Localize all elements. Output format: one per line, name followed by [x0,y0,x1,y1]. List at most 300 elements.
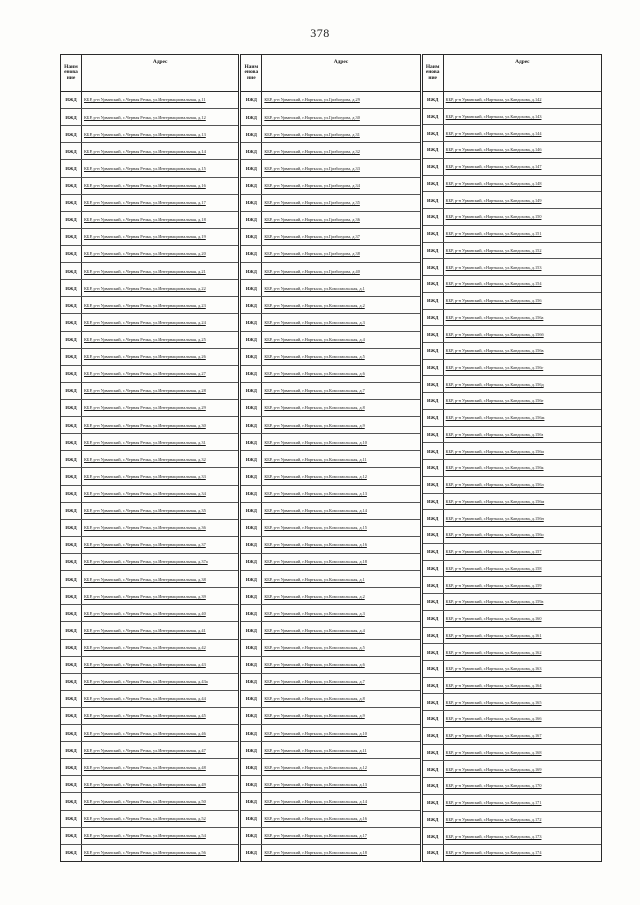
object-address: КБР, р-н Урванский, с.Черная Речка, ул.Интернациональная, д.23 [84,302,206,308]
object-address: КБР, р-н Урванский, с.Черная Речка, ул.Интернациональная, д.28 [84,388,206,394]
object-address-cell [82,640,238,656]
object-type: ИЖД [423,694,444,710]
table-row [241,229,419,246]
object-address-cell [262,640,419,656]
table-row [241,503,419,520]
object-address-cell [444,226,601,242]
table-row [423,728,601,745]
object-address-cell [82,486,238,502]
table-row [61,537,238,554]
object-address: КБР, р-н Урванский, г.Нарткала, ул.Кандохова, д.144 [445,130,542,136]
object-type: ИЖД [61,657,82,673]
object-address-cell [262,297,419,313]
object-type: ИЖД [423,393,444,409]
object-address: КБР, р-н Урванский, с.Черная Речка, ул.Интернациональная, д.26 [84,354,206,360]
object-address-cell [262,332,419,348]
table-row [61,554,238,571]
table-row [241,725,419,742]
object-address: КБР, р-н Урванский, с.Черная Речка, ул.Интернациональная, д.31 [84,439,206,445]
table-row [423,376,601,393]
object-address-cell [82,314,238,330]
object-type: ИЖД [241,366,262,382]
object-address: КБР, р-н Урванский, г.Нарткала, ул.Грибоедова, д.40 [264,268,360,274]
object-type: ИЖД [241,160,262,176]
header-type: Наим енова ние [61,55,82,91]
object-address-cell [444,628,601,644]
object-address: КБР, р-н Урванский, г.Нарткала, ул.Кандохова, д.173 [445,833,542,839]
table-row [423,678,601,695]
object-address: КБР, р-н Урванский, с.Черная Речка, ул.Интернациональная, д.33 [84,473,206,479]
object-type: ИЖД [61,605,82,621]
object-address-cell [262,776,419,792]
object-address-cell [262,280,419,296]
object-address: КБР, р-н Урванский, с.Черная Речка, ул.Интернациональная, д.46 [84,730,206,736]
object-type: ИЖД [241,759,262,775]
object-address-cell [262,349,419,365]
object-type: ИЖД [241,486,262,502]
object-address-cell [262,383,419,399]
object-address-cell [444,527,601,543]
object-type: ИЖД [61,622,82,638]
object-address-cell [262,691,419,707]
object-address-cell [444,828,601,844]
object-type: ИЖД [61,742,82,758]
object-address: КБР, р-н Урванский, г.Нарткала, ул.Кандохова, д.156о [445,532,544,538]
table-row [61,92,238,109]
object-address: КБР, р-н Урванский, г.Нарткала, ул.Кандохова, д.156е [445,398,544,404]
object-address: КБР, р-н Урванский, г.Нарткала, ул.Кандохова, д.143 [445,114,542,119]
table-row [423,510,601,527]
object-address: КБР, р-н Урванский, г.Нарткала, ул.Комсомольская, д.4 [264,336,365,342]
object-address: КБР, р-н Урванский, с.Черная Речка, ул.Интернациональная, д.36 [84,525,206,531]
object-address-cell [444,561,601,577]
object-type: ИЖД [423,159,444,175]
object-type: ИЖД [423,276,444,292]
object-address-cell [262,605,419,621]
object-type: ИЖД [241,520,262,536]
table-row [423,711,601,728]
object-address: КБР, р-н Урванский, с.Черная Речка, ул.Интернациональная, д.27 [84,371,206,377]
object-type: ИЖД [61,246,82,262]
object-address-cell [82,400,238,416]
table-row [423,795,601,812]
table-row [241,143,419,160]
table-row [241,195,419,212]
object-address-cell [82,297,238,313]
object-address: КБР, р-н Урванский, г.Нарткала, ул.Кандохова, д.156ж [445,415,545,421]
object-type: ИЖД [423,510,444,526]
table-row [423,109,601,126]
object-type: ИЖД [241,92,262,108]
object-address-cell [262,554,419,570]
object-address: КБР, р-н Урванский, г.Нарткала, ул.Комсомольская, д.3 [264,610,365,616]
object-address-cell [82,212,238,228]
object-type: ИЖД [61,212,82,228]
object-type: ИЖД [423,92,444,108]
object-address-cell [262,759,419,775]
object-address: КБР, р-н Урванский, с.Черная Речка, ул.Интернациональная, д.42 [84,644,206,650]
table-row [241,246,419,263]
table-row [423,694,601,711]
table-row [61,160,238,177]
object-type: ИЖД [241,332,262,348]
object-type: ИЖД [241,280,262,296]
object-address: КБР, р-н Урванский, г.Нарткала, ул.Комсомольская, д.9 [264,713,365,719]
object-address-cell [262,486,419,502]
object-address: КБР, р-н Урванский, с.Черная Речка, ул.Интернациональная, д.40 [84,610,206,616]
object-type: ИЖД [423,460,444,476]
table-row [61,126,238,143]
page-number: 378 [310,26,330,40]
object-address: КБР, р-н Урванский, с.Черная Речка, ул.Интернациональная, д.30 [84,422,206,428]
object-type: ИЖД [241,640,262,656]
table-row [423,644,601,661]
object-address-cell [262,520,419,536]
table-row [423,745,601,762]
object-address-cell [262,400,419,416]
table-row [61,674,238,691]
object-address: КБР, р-н Урванский, с.Черная Речка, ул.Интернациональная, д.11 [84,97,206,103]
object-address: КБР, р-н Урванский, г.Нарткала, ул.Кандохова, д.156в [445,348,544,354]
table-row [423,661,601,678]
object-address-cell [262,178,419,194]
object-address-cell [444,259,601,275]
object-type: ИЖД [61,366,82,382]
table-row [61,451,238,468]
table-row [61,605,238,622]
object-address-cell [444,176,601,192]
table-row [241,554,419,571]
object-address: КБР, р-н Урванский, с.Черная Речка, ул.Интернациональная, д.41 [84,627,206,633]
object-address-cell [82,263,238,279]
object-address-cell [262,742,419,758]
object-address-cell [82,674,238,690]
object-type: ИЖД [241,434,262,450]
table-row [423,410,601,427]
object-type: ИЖД [241,468,262,484]
table-row [61,691,238,708]
object-address: КБР, р-н Урванский, с.Черная Речка, ул.Интернациональная, д.16 [84,183,206,188]
object-address-cell [262,622,419,638]
object-type: ИЖД [241,503,262,519]
table-row [61,571,238,588]
object-type: ИЖД [61,178,82,194]
object-type: ИЖД [61,297,82,313]
object-address-cell [82,383,238,399]
object-address-cell [82,554,238,570]
object-address-cell [82,759,238,775]
object-type: ИЖД [61,776,82,792]
object-type: ИЖД [61,725,82,741]
object-address: КБР, р-н Урванский, г.Нарткала, ул.Кандохова, д.156д [445,381,544,387]
object-address-cell [444,326,601,342]
object-address: КБР, р-н Урванский, с.Черная Речка, ул.Интернациональная, д.25 [84,336,206,342]
object-address: КБР, р-н Урванский, с.Черная Речка, ул.Интернациональная, д.49 [84,781,206,787]
table-row [241,537,419,554]
object-address-cell [82,811,238,827]
object-address: КБР, р-н Урванский, г.Нарткала, ул.Кандохова, д.171 [445,800,542,806]
object-address-cell [262,845,419,861]
object-address: КБР, р-н Урванский, г.Нарткала, ул.Кандохова, д.174 [445,850,542,856]
object-address-cell [262,657,419,673]
object-address-cell [82,828,238,844]
table-row [241,434,419,451]
object-address-cell [444,577,601,593]
object-type: ИЖД [423,176,444,192]
object-type: ИЖД [241,143,262,159]
object-type: ИЖД [241,742,262,758]
object-address: КБР, р-н Урванский, г.Нарткала, ул.Комсомольская, д.2 [264,302,365,308]
object-address-cell [444,360,601,376]
object-address: КБР, р-н Урванский, с.Черная Речка, ул.Интернациональная, д.43а [84,679,208,685]
object-address: КБР, р-н Урванский, г.Нарткала, ул.Кандохова, д.156н [445,515,544,521]
object-type: ИЖД [423,477,444,493]
object-address: КБР, р-н Урванский, г.Нарткала, ул.Комсомольская, д.14 [264,798,367,804]
object-address: КБР, р-н Урванский, г.Нарткала, ул.Грибоедова, д.36 [264,217,360,223]
object-type: ИЖД [61,793,82,809]
object-address-cell [262,417,419,433]
object-type: ИЖД [423,427,444,443]
object-address-cell [262,160,419,176]
object-address: КБР, р-н Урванский, г.Нарткала, ул.Кандохова, д.156л [445,482,544,488]
object-type: ИЖД [423,343,444,359]
object-address-cell [82,845,238,861]
object-address-cell [262,195,419,211]
object-type: ИЖД [423,326,444,342]
table-row [61,776,238,793]
table-row [241,109,419,126]
object-address: КБР, р-н Урванский, с.Черная Речка, ул.Интернациональная, д.22 [84,285,206,291]
object-address: КБР, р-н Урванский, г.Нарткала, ул.Кандохова, д.146 [445,147,542,153]
object-address: КБР, р-н Урванский, г.Нарткала, ул.Комсомольская, д.6 [264,371,365,377]
object-address: КБР, р-н Урванский, с.Черная Речка, ул.Интернациональная, д.35 [84,508,206,514]
table-row [241,640,419,657]
object-address: КБР, р-н Урванский, г.Нарткала, ул.Комсомольская, д.16 [264,542,367,548]
object-type: ИЖД [423,293,444,309]
table-header [423,55,601,92]
object-address: КБР, р-н Урванский, г.Нарткала, ул.Комсомольская, д.10 [264,439,367,445]
object-address-cell [82,588,238,604]
table-row [241,759,419,776]
object-type: ИЖД [423,594,444,610]
object-type: ИЖД [241,349,262,365]
table-row [61,400,238,417]
object-address-cell [444,845,601,861]
object-address: КБР, р-н Урванский, с.Черная Речка, ул.Интернациональная, д.13 [84,131,206,137]
address-table [60,54,602,862]
table-row [423,142,601,159]
object-type: ИЖД [423,644,444,660]
object-address: КБР, р-н Урванский, г.Нарткала, ул.Кандохова, д.156м [445,498,545,504]
object-type: ИЖД [241,845,262,861]
object-type: ИЖД [423,192,444,208]
table-row [61,725,238,742]
object-type: ИЖД [61,691,82,707]
object-address-cell [82,571,238,587]
table-row [61,314,238,331]
object-address: КБР, р-н Урванский, г.Нарткала, ул.Комсомольская, д.12 [264,764,367,770]
object-address: КБР, р-н Урванский, г.Нарткала, ул.Кандохова, д.168 [445,749,542,755]
object-address-cell [82,605,238,621]
object-type: ИЖД [423,142,444,158]
object-address-cell [444,427,601,443]
table-row [61,434,238,451]
table-row [61,229,238,246]
table-row [241,314,419,331]
object-type: ИЖД [61,845,82,861]
object-address: КБР, р-н Урванский, г.Нарткала, ул.Кандохова, д.161 [445,632,542,638]
object-address-cell [444,393,601,409]
table-row [241,160,419,177]
object-address: КБР, р-н Урванский, с.Черная Речка, ул.Интернациональная, д.15 [84,165,206,171]
object-address-cell [444,92,601,108]
object-type: ИЖД [61,640,82,656]
table-row [61,708,238,725]
table-row [423,628,601,645]
table-row [241,520,419,537]
table-row [423,427,601,444]
table-row [423,544,601,561]
object-type: ИЖД [61,554,82,570]
table-row [423,828,601,845]
object-address-cell [444,310,601,326]
object-address-cell [82,793,238,809]
table-row [241,178,419,195]
object-address-cell [444,125,601,141]
object-address-cell [262,92,419,108]
object-address-cell [444,544,601,560]
object-type: ИЖД [241,126,262,142]
object-address: КБР, р-н Урванский, с.Черная Речка, ул.Интернациональная, д.20 [84,251,206,257]
object-address: КБР, р-н Урванский, г.Нарткала, ул.Кандохова, д.158 [445,565,542,571]
table-row [61,212,238,229]
object-address: КБР, р-н Урванский, г.Нарткала, ул.Комсомольская, д.14 [264,508,367,514]
table-row [241,708,419,725]
table-row [241,605,419,622]
object-type: ИЖД [423,812,444,828]
table-row [61,178,238,195]
object-address: КБР, р-н Урванский, г.Нарткала, ул.Кандохова, д.148 [445,180,542,186]
table-row [241,657,419,674]
object-type: ИЖД [423,661,444,677]
table-row [423,326,601,343]
object-address-cell [82,434,238,450]
object-address-cell [444,192,601,208]
object-address: КБР, р-н Урванский, г.Нарткала, ул.Кандохова, д.150 [445,214,542,220]
object-type: ИЖД [61,571,82,587]
object-type: ИЖД [241,451,262,467]
table-row [423,243,601,260]
object-type: ИЖД [61,400,82,416]
table-row [61,588,238,605]
table-row [241,297,419,314]
object-address: КБР, р-н Урванский, с.Черная Речка, ул.Интернациональная, д.17 [84,200,206,206]
object-type: ИЖД [423,125,444,141]
object-type: ИЖД [61,195,82,211]
table-row [423,343,601,360]
object-type: ИЖД [423,209,444,225]
object-address-cell [444,745,601,761]
object-type: ИЖД [61,759,82,775]
object-type: ИЖД [61,588,82,604]
object-type: ИЖД [241,109,262,125]
object-address: КБР, р-н Урванский, г.Нарткала, ул.Грибоедова, д.34 [264,183,360,188]
object-type: ИЖД [423,678,444,694]
object-address-cell [262,674,419,690]
table-row [61,622,238,639]
table-row [423,159,601,176]
table-row [423,209,601,226]
object-type: ИЖД [241,622,262,638]
object-type: ИЖД [241,708,262,724]
object-type: ИЖД [241,674,262,690]
object-address-cell [82,657,238,673]
object-type: ИЖД [423,443,444,459]
object-address-cell [262,725,419,741]
table-row [423,360,601,377]
object-address: КБР, р-н Урванский, г.Нарткала, ул.Комсомольская, д.10 [264,730,367,736]
object-address-cell [82,246,238,262]
table-row [423,494,601,511]
object-type: ИЖД [61,263,82,279]
object-type: ИЖД [61,468,82,484]
object-type: ИЖД [423,728,444,744]
object-type: ИЖД [61,349,82,365]
object-type: ИЖД [241,246,262,262]
object-address-cell [262,571,419,587]
object-address-cell [262,828,419,844]
object-type: ИЖД [61,503,82,519]
object-address: КБР, р-н Урванский, г.Нарткала, ул.Кандохова, д.159 [445,582,542,588]
object-type: ИЖД [423,795,444,811]
object-type: ИЖД [241,537,262,553]
object-type: ИЖД [423,226,444,242]
object-type: ИЖД [61,160,82,176]
object-address-cell [444,678,601,694]
object-address: КБР, р-н Урванский, г.Нарткала, ул.Кандохова, д.156и [445,448,544,454]
object-address: КБР, р-н Урванский, с.Черная Речка, ул.Интернациональная, д.56 [84,850,206,856]
object-address: КБР, р-н Урванский, г.Нарткала, ул.Кандохова, д.165 [445,699,542,705]
object-address-cell [82,178,238,194]
table-row [241,332,419,349]
object-address-cell [444,460,601,476]
object-type: ИЖД [241,195,262,211]
table-row [61,263,238,280]
object-address-cell [262,246,419,262]
object-type: ИЖД [423,845,444,861]
object-address: КБР, р-н Урванский, г.Нарткала, ул.Комсомольская, д.1 [264,285,365,291]
object-address-cell [262,212,419,228]
object-address-cell [82,451,238,467]
object-address: КБР, р-н Урванский, г.Нарткала, ул.Кандохова, д.152 [445,247,542,253]
object-type: ИЖД [423,828,444,844]
object-address: КБР, р-н Урванский, г.Нарткала, ул.Кандохова, д.172 [445,816,542,822]
object-address-cell [82,503,238,519]
table-row [423,477,601,494]
object-address-cell [262,451,419,467]
object-address: КБР, р-н Урванский, г.Нарткала, ул.Кандохова, д.159а [445,599,544,605]
object-type: ИЖД [61,280,82,296]
table-row [423,293,601,310]
table-row [423,594,601,611]
table-row [241,349,419,366]
object-address: КБР, р-н Урванский, с.Черная Речка, ул.Интернациональная, д.39 [84,593,206,599]
object-address: КБР, р-н Урванский, г.Нарткала, ул.Комсомольская, д.18 [264,850,367,856]
table-row [61,280,238,297]
object-address: КБР, р-н Урванский, г.Нарткала, ул.Кандохова, д.151 [445,231,542,237]
object-address-cell [444,494,601,510]
object-address-cell [262,503,419,519]
